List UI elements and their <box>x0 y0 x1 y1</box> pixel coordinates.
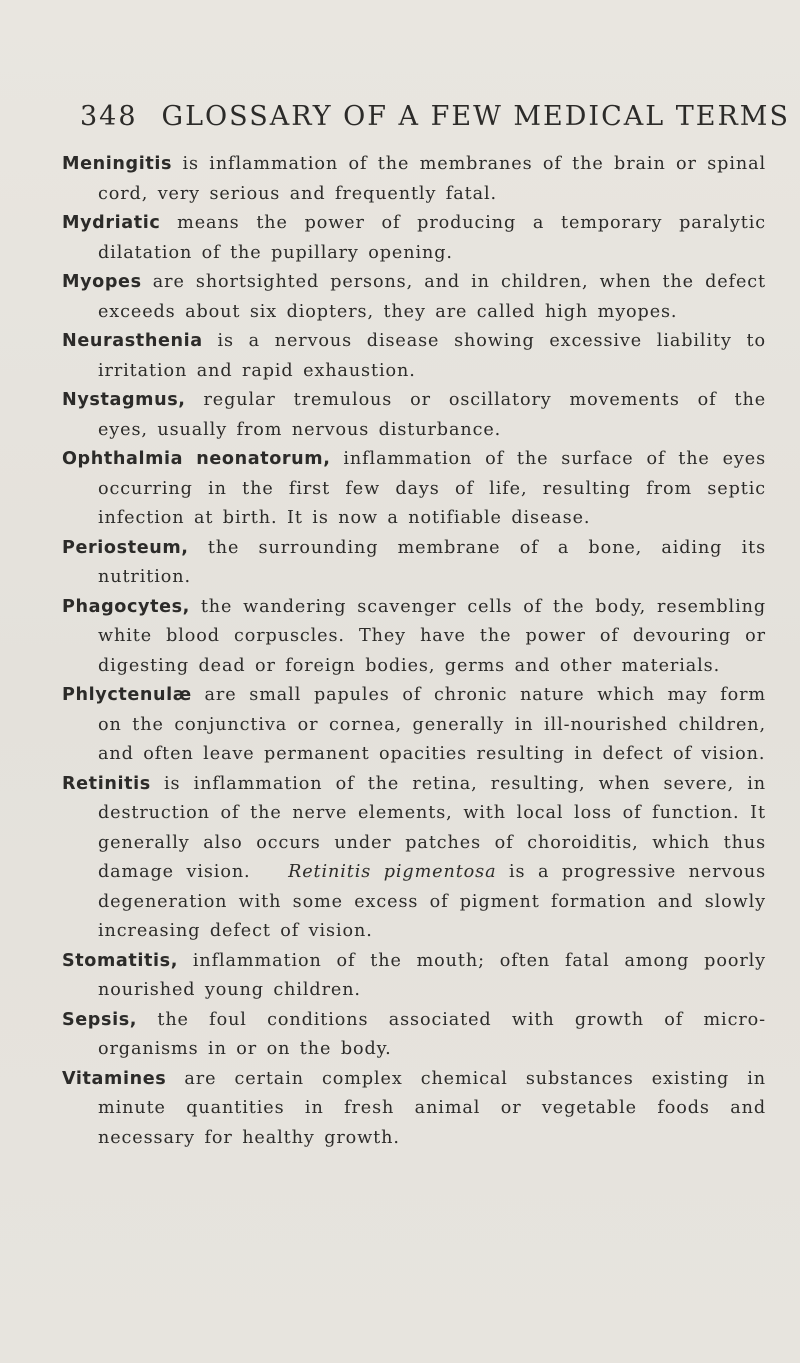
glossary-entry-nystagmus <box>62 386 766 445</box>
entry-term: Periosteum, <box>62 537 189 558</box>
glossary-entries <box>62 150 766 1153</box>
entry-definition: the foul conditions associated with growth of micro-organisms in or on the body. <box>98 1009 766 1059</box>
entry-term: Phlyctenulæ <box>62 685 192 705</box>
entry-term: Retinitis <box>62 773 151 794</box>
running-title: GLOSSARY OF A FEW MEDICAL TERMS <box>161 101 790 132</box>
glossary-entry-neurasthenia <box>62 327 766 386</box>
page-header <box>80 100 790 134</box>
entry-definition: are shortsighted persons, and in children, when the defect exceeds about six diopters, they are called high myopes. <box>98 272 766 322</box>
glossary-entry-stomatitis <box>62 947 766 1006</box>
entry-term: Myopes <box>62 272 142 292</box>
entry-definition: is a nervous disease showing excessive liability to irritation and rapid exhaustion. <box>98 331 766 381</box>
entry-term: Vitamines <box>62 1068 167 1089</box>
entry-italic-term: Retinitis pigmentosa <box>288 862 497 882</box>
entry-definition: regular tremulous or oscillatory movements of the eyes, usually from nervous disturbance. <box>98 390 767 440</box>
glossary-entry-phlyctenulae <box>62 681 766 770</box>
entry-definition: the wandering scavenger cells of the body, resembling white blood corpuscles. They have the power of devouring or digesting dead or foreign bodies, germs and other materials. <box>98 596 766 676</box>
entry-definition: are certain complex chemical substances existing in minute quantities in fresh animal or vegetable foods and necessary for healthy growth. <box>98 1068 767 1148</box>
glossary-entry-phagocytes <box>62 593 766 682</box>
glossary-entry-periosteum <box>62 534 766 593</box>
entry-definition: inflammation of the surface of the eyes occurring in the first few days of life, resulting from septic infection at birth. It is now a notifiable disease. <box>98 449 766 528</box>
entry-definition: is inflammation of the retina, resulting, when severe, in destruction of the nerve elements, with local loss of function. It generally also occurs under patches of choroiditis, which thus damage vision. <box>98 773 766 882</box>
entry-term: Nystagmus, <box>62 390 186 410</box>
entry-definition: inflammation of the mouth; often fatal among poorly nourished young children. <box>98 950 766 1000</box>
page-number: 348 <box>80 101 138 132</box>
entry-definition-continued: is a progressive nervous degeneration with some excess of pigment formation and slowly increasing defect of vision. <box>98 862 766 941</box>
entry-term: Stomatitis, <box>62 950 179 971</box>
entry-definition: means the power of producing a temporary paralytic dilatation of the pupillary opening. <box>98 213 766 263</box>
glossary-entry-mydriatic <box>62 209 766 268</box>
entry-term: Phagocytes, <box>62 596 190 617</box>
glossary-entry-vitamines <box>62 1065 766 1154</box>
entry-term: Meningitis <box>62 154 173 174</box>
glossary-entry-myopes <box>62 268 766 327</box>
entry-definition: is inflammation of the membranes of the brain or spinal cord, very serious and frequently fatal. <box>98 154 766 204</box>
entry-definition: the surrounding membrane of a bone, aiding its nutrition. <box>98 537 766 587</box>
entry-term: Ophthalmia neonatorum, <box>62 449 331 469</box>
entry-term: Neurasthenia <box>62 331 203 351</box>
glossary-entry-ophthalmia-neonatorum <box>62 445 766 534</box>
entry-term: Sepsis, <box>62 1009 138 1030</box>
glossary-entry-sepsis <box>62 1006 766 1065</box>
glossary-entry-retinitis <box>62 770 766 947</box>
glossary-entry-meningitis <box>62 150 766 209</box>
entry-term: Mydriatic <box>62 213 161 233</box>
entry-definition: are small papules of chronic nature which may form on the conjunctiva or cornea, generally in ill-nourished children, and often leave permanent opacities resulting in defect of vision. <box>98 685 766 764</box>
